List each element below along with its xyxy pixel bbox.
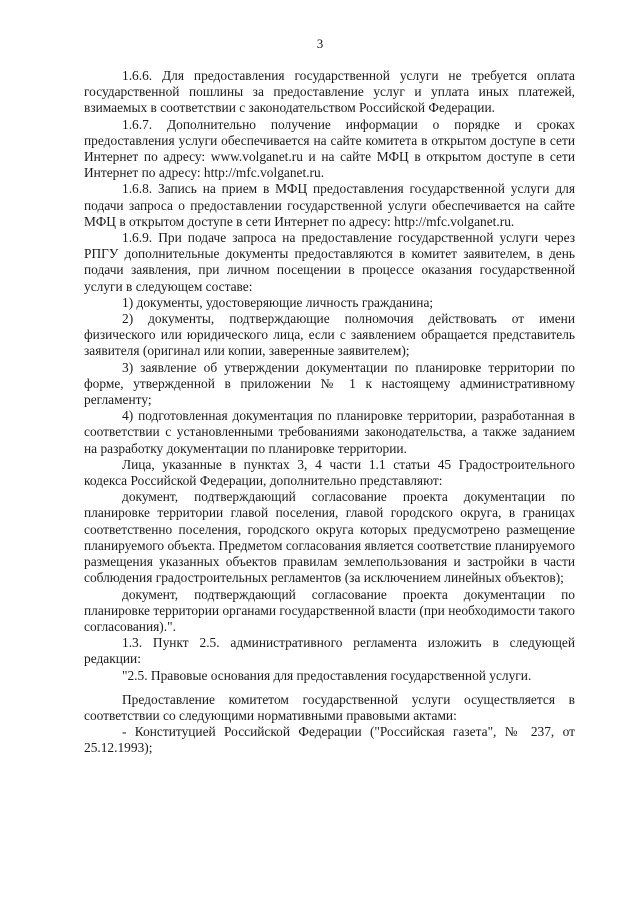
list-item-3: 3) заявление об утверждении документации по планировке территории по форме, утвержденной в приложении № 1 к настоящему административному регламенту; bbox=[84, 359, 575, 408]
page-number: 3 bbox=[316, 36, 324, 51]
document-body bbox=[84, 68, 575, 757]
paragraph-document-authorities: документ, подтверждающий согласование проекта документации по планировке территории органами государственной власти (при необходимости такого согласования).". bbox=[84, 586, 575, 634]
list-item-2: 2) документы, подтверждающие полномочия действовать от имени физического или юридического лица, если с заявлением обращается представитель заявителя (оригинал или копии, заверенные заявителем); bbox=[84, 311, 575, 359]
paragraph-1-6-7: 1.6.7. Дополнительно получение информации о порядке и сроках предоставления услуги обеспечивается на сайте комитета в открытом доступе в сети Интернет по адресу: www.volganet.ru и на сайте МФЦ в открытом доступе в сети Интернет по адресу: http://mfc.volganet.ru. bbox=[84, 116, 575, 181]
paragraph-1-3: 1.3. Пункт 2.5. административного регламента изложить в следующей редакции: bbox=[84, 635, 575, 667]
paragraph-document-approval: документ, подтверждающий согласование проекта документации по планировке территории главой поселения, главой городского округа, в границах соответственно поселения, городского округа которых предусмотрено размещение планируемого объекта. Предметом согласования является соответствие планируемого размещения указанных объектов правилам землепользования и застройки в части соблюдения градостроительных регламентов (за исключением линейных объектов); bbox=[84, 489, 575, 586]
paragraph-1-6-8: 1.6.8. Запись на прием в МФЦ предоставления государственной услуги для подачи запроса о предоставлении государственной услуги обеспечивается на сайте МФЦ в открытом доступе в сети Интернет по адресу: http://mfc.volganet.ru. bbox=[84, 181, 575, 229]
paragraph-legal-acts: Предоставление комитетом государственной услуги осуществляется в соответствии со следующими нормативными правовыми актами: bbox=[84, 691, 575, 723]
paragraph-1-6-9: 1.6.9. При подаче запроса на предоставление государственной услуги через РПГУ дополнительные документы предоставляются в комитет заявителем, в день подачи заявления, при личном посещении в процессе оказания государственной услуги в следующем составе: bbox=[84, 230, 575, 294]
paragraph-2-5-heading: "2.5. Правовые основания для предоставления государственной услуги. bbox=[122, 667, 532, 683]
paragraph-1-6-6: 1.6.6. Для предоставления государственной услуги не требуется оплата государственной пошлины за предоставление услуг и уплата иных платежей, взимаемых в соответствии с законодательством Российской Федерации. bbox=[84, 68, 575, 116]
list-item-1: 1) документы, удостоверяющие личность гражданина; bbox=[122, 294, 434, 310]
list-item-4: 4) подготовленная документация по планировке территории, разработанная в соответствии с установленными требованиями законодательства, а также заданием на разработку документации по планировке территории. bbox=[84, 408, 575, 456]
list-item-constitution: - Конституцией Российской Федерации ("Российская газета", № 237, от 25.12.1993); bbox=[84, 724, 575, 756]
paragraph-persons: Лица, указанные в пунктах 3, 4 части 1.1 статьи 45 Градостроительного кодекса Российской Федерации, дополнительно представляют: bbox=[84, 456, 575, 489]
